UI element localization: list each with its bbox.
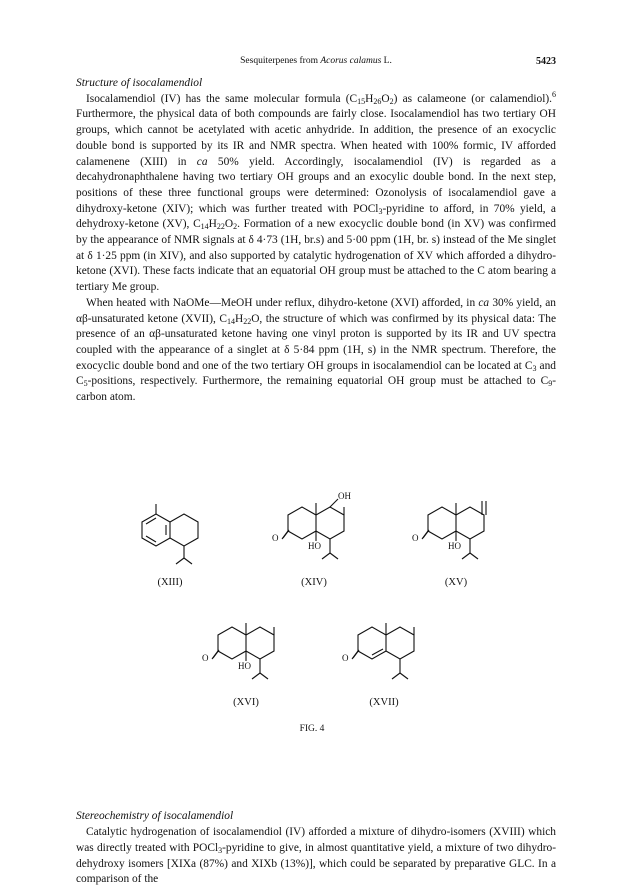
running-header [76,56,556,72]
structure-xvii [342,613,438,701]
section-heading: Structure of isocalamendiol [76,77,203,89]
paragraph: When heated with NaOMe—MeOH under reflux, dihydro-ketone (XVI) afforded, in ca 30% yield, an αβ-unsaturated ketone (XVII), $C_{14}H_{22}O$, the structure of which was confirmed by its physical data: The presence of an αβ-unsaturated ketone having one vinyl proton is supported by its IR and UV spectra coupled with the appearance of a singlet at δ 5·84 ppm (1H, s) in the NMR spectrum. Therefore, the exocyclic double bond and one of the two tertiary OH groups in isocalamendiol can be located at $C_3$ and $C_5$-positions, respectively. Furthermore, the remaining equatorial OH group must be attached to $C_9$-carbon atom. [76,296,557,404]
atom-ho: HO [238,661,251,671]
atom-ho: HO [308,541,321,551]
text-body-lower [76,809,556,888]
running-title: Sesquiterpenes from Acorus calamus L. [240,56,392,66]
atom-ho: HO [448,541,461,551]
structure-xv [412,493,508,581]
paragraph: Catalytic hydrogenation of isocalamendiol (IV) afforded a mixture of dihydro-isomers (XVIII) which was directly treated with POCl$_3$-pyridine to give, in almost quantitative yield, a mixture of two dihydro-dehydroxy isomers [XIXa (87%) and XIXb (13%)], which could be separated by preparative GLC. In a comparison of the [76,826,557,886]
atom-o: O [272,533,279,543]
paragraph: Isocalamendiol (IV) has the same molecular formula $(C_{15}H_{26}O_2)$ as calameone (or calamendiol).$^6$ Furthermore, the physical data of both compounds are fairly close. Isocalamendiol has two tertiary OH groups, which cannot be acetylated with acetic anhydride. In addition, the presence of an exocyclic double bond is supported by its IR and NMR spectra. When heated with 100% formic, IV afforded calamenene (XIII) in ca 50% yield. Accordingly, isocalamendiol (IV) is regarded as a decahydronaphthalene having two tertiary OH groups and an exocylic double bond. In the next step, positions of these three functional groups were determined: Ozonolysis of isocalamendiol gave a dihydroxy-ketone (XIV); which was further treated with POCl$_3$-pyridine to afford, in 70% yield, a dehydroxy-ketone (XV), $C_{14}H_{22}O_2$. Formation of a new exocyclic double bond (in XV) was confirmed by the appearance of NMR signals at δ 4·73 (1H, br.s) and 5·00 ppm (1H, br. s) instead of the Me singlet at δ 1·25 ppm (in XIV), and also supported by catalytic hydrogenation of XV which afforded a dihydro-ketone (XVI). These facts indicate that an equatorial OH group must be attached to the C atom bearing a tertiary Me group. [76,89,556,294]
label-xiv: (XIV) [301,577,327,588]
label-xvi: (XVI) [233,697,259,708]
figure-caption: FIG. 4 [299,724,325,734]
structure-xiii [138,500,222,580]
atom-o: O [342,653,349,663]
atom-oh: OH [338,491,351,501]
structure-xvi [202,613,298,701]
atom-o: O [412,533,419,543]
section-heading: Stereochemistry of isocalamendiol [76,810,234,823]
label-xv: (XV) [444,577,468,588]
label-xiii: (XIII) [157,577,183,588]
atom-o: O [202,653,209,663]
page-number: 5423 [536,56,556,67]
text-body [76,76,556,406]
label-xvii: (XVII) [369,697,399,708]
structure-xiv [272,491,368,581]
